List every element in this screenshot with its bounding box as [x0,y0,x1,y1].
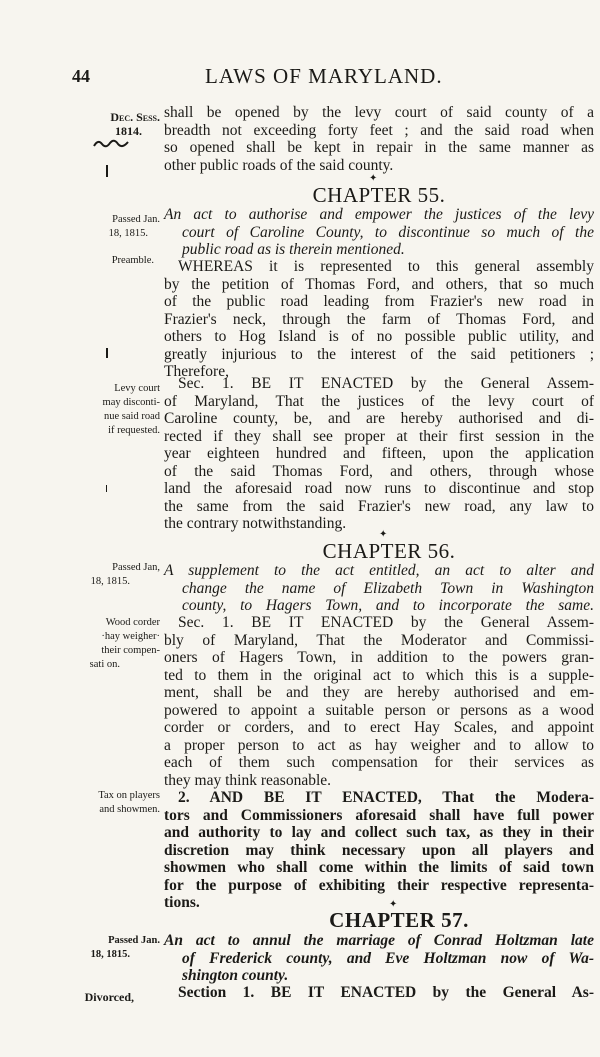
text-line: 2. AND BE IT ENACTED, That the Modera- [178,789,594,806]
text-line: of the public road leading from Frazier's new road in [164,293,594,310]
text-line: corder or corders, and to erect Hay Scales, and appoint [164,719,594,736]
title-line: A supplement to the act entitled, an act to alter and [164,562,594,579]
chapter-55-preamble [164,258,594,381]
text-line: breadth not exceeding forty feet ; and the said road when [164,121,594,139]
text-line: of the said Thomas Ford, and others, through whose [164,462,594,480]
text-line: powered to appoint a suitable person or persons as a wood [164,701,594,719]
chapter-56-heading: CHAPTER 56. [322,539,456,563]
text-line: of Maryland, That the justices of the levy court of [164,392,594,410]
margin-note-line: Levy court [114,383,160,394]
chapter-ornament: ✦ [389,899,398,910]
margin-note-ch57-passed [58,934,160,962]
margin-note-line: Wood corder [105,617,160,628]
text-line: other public roads of the said county. [164,156,394,174]
text-line: rected if they shall see proper at their first session in the [164,427,594,445]
margin-note-line: 18, 1815. [90,576,130,587]
margin-note-line: if requested. [108,425,160,436]
margin-rule [106,348,108,358]
margin-note-line: Dec. Sess. [110,110,160,124]
chapter-55-heading: CHAPTER 55. [312,183,446,207]
margin-note-line: 18, 1815. [90,949,130,960]
margin-note-line: Divorced, [84,990,134,1004]
text-line: greatly injurious to the interest of the said petitioners ; [164,345,594,363]
margin-note-line: Passed Jan. [108,935,160,946]
title-line: An act to annul the marriage of Conrad Holtzman late [164,932,594,949]
margin-note-tax-players [58,789,160,817]
margin-note-wood-corder [58,616,160,672]
page-header [0,62,600,92]
title-line: public road as is therein mentioned. [182,241,405,258]
text-line: year eighteen hundred and fifteen, upon the application [164,445,594,462]
margin-note-line: nue said road [104,411,160,422]
text-line: Caroline county, be, and are hereby authorised and di- [164,410,594,427]
text-line: shall be opened by the levy court of said county of a [164,104,594,121]
margin-note-line: sati on. [89,659,120,670]
margin-note-line: Passed Jan, [112,562,160,573]
margin-note-line: 1814. [115,124,142,138]
margin-note-ch55-passed [58,213,160,241]
margin-note-divorced [58,990,160,1004]
margin-rule [106,485,107,492]
text-line: Frazier's neck, through the farm of Thomas Ford, and [164,310,594,328]
text-line: a proper person to act as hay weigher and to allow to [164,736,594,754]
text-line: tors and Commissioners aforesaid shall have full power [164,806,594,824]
text-line: so opened shall be kept in repair in the same manner as [164,139,594,156]
text-line: each of them such compensation for their services as [164,754,594,771]
text-line: oners of Hagers Town, in addition to the powers gran- [164,649,594,666]
margin-note-line: Preamble. [111,255,154,266]
intro-text [164,104,594,174]
text-line: ment, shall be and they are hereby authorised and em- [164,684,594,701]
text-line: the same from the said Frazier's new road, any law to [164,497,594,515]
title-line: court of Caroline County, to discontinue so much of the [182,223,594,241]
chapter-55-title [164,206,594,259]
text-line: discretion may think necessary upon all players and [164,841,594,859]
margin-note-line: ·hay weigher· [101,631,160,642]
chapter-ornament: ✦ [369,173,378,184]
chapter-56-title [164,562,594,615]
chapter-57-section-1 [164,984,594,1002]
text-line: Sec. 1. BE IT ENACTED by the General Assem- [178,375,594,392]
chapter-55-section-1 [164,375,594,533]
title-line: change the name of Elizabeth Town in Washington [182,579,594,597]
title-line: county, to Hagers Town, and to incorporate the same. [182,597,594,614]
chapter-57-heading: CHAPTER 57. [329,908,469,932]
chapter-ornament: ✦ [379,529,388,540]
running-title: LAWS OF MARYLAND. [205,64,443,88]
margin-note-line: Passed Jan. [112,214,160,225]
margin-note-line: 18, 1815. [108,228,148,239]
chapter-56-section-1 [164,614,594,789]
chapter-57-title [164,932,594,985]
text-line: showmen who shall come within the limits of said town [164,859,594,876]
text-line: WHEREAS it is represented to this general assembly [178,258,594,275]
text-line: tions. [164,894,200,911]
text-line: ted to them in the original act to which this is a supple- [164,666,594,684]
margin-note-line: may disconti- [102,397,160,408]
margin-note-line: their compen- [101,645,160,656]
margin-note-ch56-passed [58,561,160,589]
text-line: by the petition of Thomas Ford, and others, that so much [164,275,594,293]
text-line: the contrary notwithstanding. [164,515,347,532]
margin-note-session [58,110,160,138]
text-line: and authority to lay and collect such tax, as they in their [164,824,594,841]
margin-note-line: and showmen. [99,804,160,815]
chapter-56-section-2 [164,789,594,912]
margin-note-preamble [58,254,160,268]
text-line: land the aforesaid road now runs to discontinue and stop [164,480,594,497]
text-line: they may think reasonable. [164,771,332,789]
ornament-flourish [92,138,130,150]
text-line: bly of Maryland, That the Moderator and Commissi- [164,631,594,649]
text-line: Therefore, [164,363,229,380]
title-line: An act to authorise and empower the justices of the levy [164,206,594,223]
text-line: for the purpose of exhibiting their respective representa- [164,876,594,894]
text-line: Sec. 1. BE IT ENACTED by the General Assem- [178,614,594,631]
page-number: 44 [72,66,90,86]
margin-rule [106,165,108,177]
margin-note-line: Tax on players [98,790,160,801]
text-line: others to Hog Island is of no possible public utility, and [164,328,594,345]
title-line: shington county. [182,967,289,984]
margin-note-levy-court [58,382,160,438]
title-line: of Frederick county, and Eve Holtzman now of Wa- [182,949,594,967]
text-line: Section 1. BE IT ENACTED by the General As- [178,984,594,1001]
